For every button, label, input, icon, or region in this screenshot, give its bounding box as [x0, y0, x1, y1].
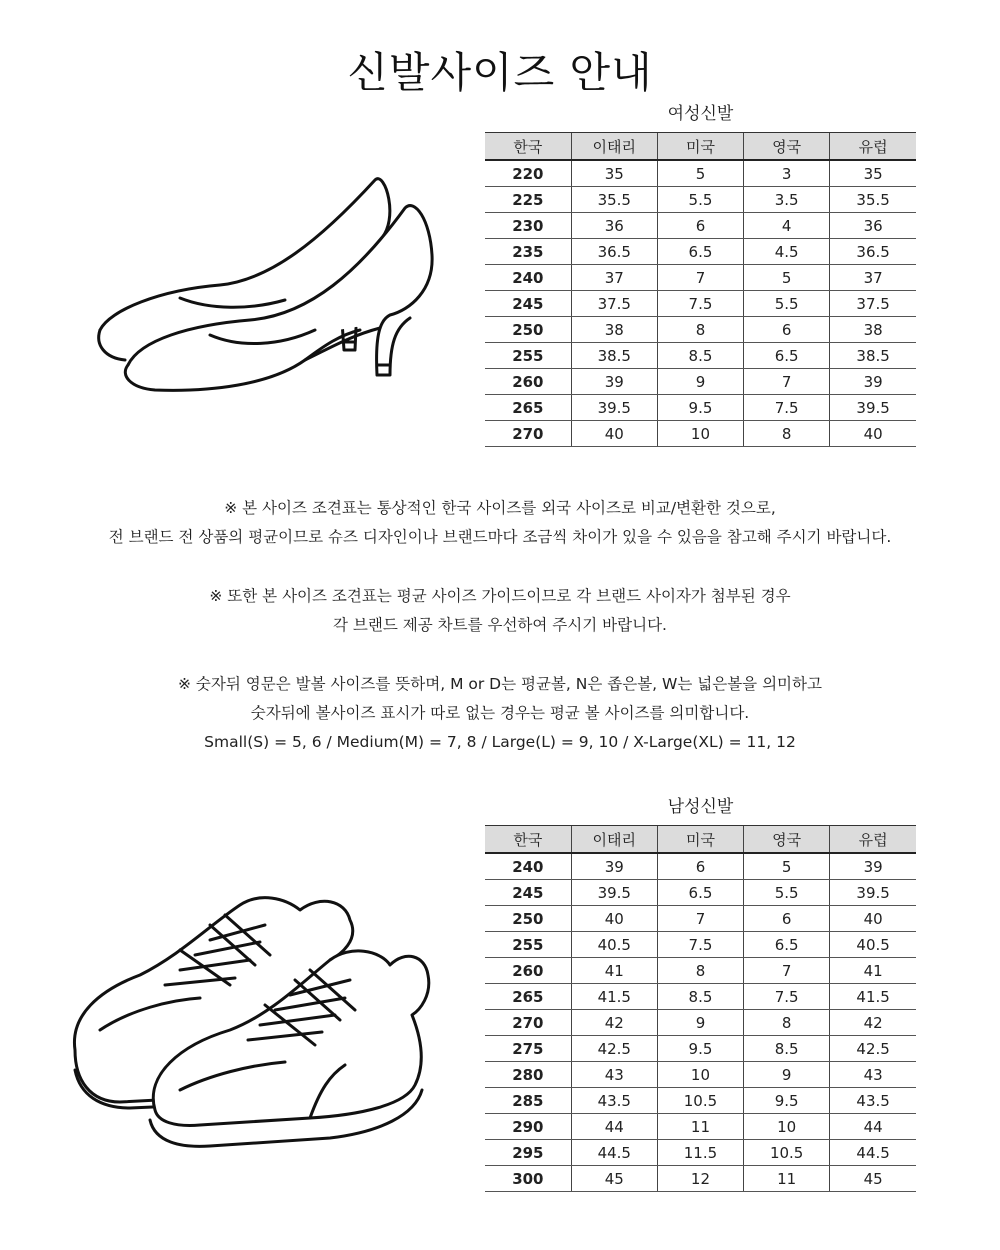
size-cell: 7.5	[657, 932, 743, 958]
korean-size-cell: 280	[485, 1062, 571, 1088]
korean-size-cell: 295	[485, 1140, 571, 1166]
size-cell: 42.5	[830, 1036, 916, 1062]
header-korea: 한국	[485, 826, 571, 854]
size-cell: 6	[744, 317, 830, 343]
table-row	[485, 1010, 916, 1036]
table-row	[485, 984, 916, 1010]
size-cell: 39	[571, 853, 657, 880]
size-cell: 7.5	[744, 395, 830, 421]
table-row	[485, 239, 916, 265]
table-row	[485, 1088, 916, 1114]
size-cell: 8	[657, 958, 743, 984]
korean-size-cell: 265	[485, 395, 571, 421]
size-cell: 39	[830, 369, 916, 395]
table-row	[485, 160, 916, 187]
women-table-body	[485, 160, 916, 447]
size-cell: 36.5	[830, 239, 916, 265]
size-cell: 39	[830, 853, 916, 880]
size-cell: 41.5	[830, 984, 916, 1010]
table-row	[485, 880, 916, 906]
size-cell: 43.5	[571, 1088, 657, 1114]
size-cell: 10	[657, 421, 743, 447]
size-cell: 36	[571, 213, 657, 239]
size-cell: 10	[657, 1062, 743, 1088]
size-cell: 6.5	[657, 880, 743, 906]
table-row	[485, 369, 916, 395]
size-cell: 37	[830, 265, 916, 291]
size-cell: 39.5	[571, 880, 657, 906]
size-cell: 7.5	[744, 984, 830, 1010]
size-cell: 7	[657, 265, 743, 291]
size-cell: 5.5	[744, 291, 830, 317]
size-cell: 10.5	[657, 1088, 743, 1114]
size-cell: 11.5	[657, 1140, 743, 1166]
table-row	[485, 343, 916, 369]
size-cell: 4.5	[744, 239, 830, 265]
korean-size-cell: 285	[485, 1088, 571, 1114]
size-cell: 39.5	[571, 395, 657, 421]
size-cell: 6	[657, 213, 743, 239]
korean-size-cell: 265	[485, 984, 571, 1010]
korean-size-cell: 260	[485, 369, 571, 395]
size-cell: 38.5	[830, 343, 916, 369]
high-heel-pumps-icon	[80, 160, 450, 400]
size-cell: 8.5	[744, 1036, 830, 1062]
table-row	[485, 906, 916, 932]
size-cell: 7	[744, 958, 830, 984]
size-cell: 6.5	[744, 343, 830, 369]
size-cell: 8	[744, 421, 830, 447]
korean-size-cell: 220	[485, 160, 571, 187]
table-row	[485, 1036, 916, 1062]
size-cell: 9.5	[657, 1036, 743, 1062]
korean-size-cell: 230	[485, 213, 571, 239]
men-size-section	[485, 793, 916, 1192]
size-cell: 6.5	[657, 239, 743, 265]
size-cell: 42.5	[571, 1036, 657, 1062]
size-cell: 6.5	[744, 932, 830, 958]
korean-size-cell: 255	[485, 932, 571, 958]
page-title: 신발사이즈 안내	[347, 48, 653, 98]
women-table-caption: 여성신발	[667, 104, 734, 124]
table-row	[485, 421, 916, 447]
korean-size-cell: 270	[485, 1010, 571, 1036]
header-korea: 한국	[485, 133, 571, 161]
size-cell: 6	[657, 853, 743, 880]
size-cell: 3	[744, 160, 830, 187]
korean-size-cell: 255	[485, 343, 571, 369]
men-size-table	[485, 825, 916, 1192]
size-cell: 39	[571, 369, 657, 395]
size-cell: 5	[744, 265, 830, 291]
table-row	[485, 1062, 916, 1088]
size-cell: 45	[571, 1166, 657, 1192]
size-cell: 9.5	[657, 395, 743, 421]
note-text: ※ 본 사이즈 조견표는 통상적인 한국 사이즈를 외국 사이즈로 비교/변환한 것으로,	[224, 499, 776, 517]
size-cell: 3.5	[744, 187, 830, 213]
header-italy: 이태리	[571, 826, 657, 854]
size-cell: 44	[830, 1114, 916, 1140]
korean-size-cell: 275	[485, 1036, 571, 1062]
size-cell: 35	[830, 160, 916, 187]
size-cell: 36.5	[571, 239, 657, 265]
table-row	[485, 395, 916, 421]
korean-size-cell: 250	[485, 317, 571, 343]
table-header-row	[485, 133, 916, 161]
size-cell: 43	[830, 1062, 916, 1088]
table-row	[485, 213, 916, 239]
korean-size-cell: 260	[485, 958, 571, 984]
table-row	[485, 1166, 916, 1192]
size-cell: 40	[571, 906, 657, 932]
table-row	[485, 317, 916, 343]
size-cell: 9	[744, 1062, 830, 1088]
size-cell: 7	[744, 369, 830, 395]
size-cell: 36	[830, 213, 916, 239]
size-cell: 37.5	[830, 291, 916, 317]
size-cell: 35	[571, 160, 657, 187]
size-cell: 5	[744, 853, 830, 880]
header-uk: 영국	[744, 826, 830, 854]
korean-size-cell: 240	[485, 265, 571, 291]
women-size-table	[485, 132, 916, 447]
size-cell: 44.5	[571, 1140, 657, 1166]
header-europe: 유럽	[830, 133, 916, 161]
table-row	[485, 932, 916, 958]
korean-size-cell: 240	[485, 853, 571, 880]
size-cell: 40	[830, 906, 916, 932]
size-cell: 39.5	[830, 395, 916, 421]
note-text: 각 브랜드 제공 차트를 우선하여 주시기 바랍니다.	[333, 616, 667, 634]
size-cell: 5.5	[657, 187, 743, 213]
size-cell: 8.5	[657, 984, 743, 1010]
size-cell: 10	[744, 1114, 830, 1140]
size-cell: 5.5	[744, 880, 830, 906]
note-text: 숫자뒤에 볼사이즈 표시가 따로 없는 경우는 평균 볼 사이즈를 의미합니다.	[250, 704, 750, 722]
size-cell: 40.5	[830, 932, 916, 958]
size-cell: 7	[657, 906, 743, 932]
women-size-section	[485, 100, 916, 447]
size-cell: 37.5	[571, 291, 657, 317]
note-text: ※ 숫자뒤 영문은 발볼 사이즈를 뜻하며, M or D는 평균볼, N은 좁은볼, W는 넓은볼을 의미하고	[178, 675, 822, 693]
men-table-caption: 남성신발	[667, 797, 734, 817]
size-cell: 35.5	[571, 187, 657, 213]
size-cell: 6	[744, 906, 830, 932]
size-cell: 35.5	[830, 187, 916, 213]
size-cell: 42	[571, 1010, 657, 1036]
korean-size-cell: 290	[485, 1114, 571, 1140]
size-cell: 40	[571, 421, 657, 447]
size-cell: 38	[571, 317, 657, 343]
size-cell: 43	[571, 1062, 657, 1088]
size-cell: 41	[830, 958, 916, 984]
size-cell: 43.5	[830, 1088, 916, 1114]
note-text: ※ 또한 본 사이즈 조견표는 평균 사이즈 가이드이므로 각 브랜드 사이자가 첨부된 경우	[209, 587, 791, 605]
size-cell: 39.5	[830, 880, 916, 906]
table-row	[485, 853, 916, 880]
table-row	[485, 187, 916, 213]
korean-size-cell: 245	[485, 291, 571, 317]
table-row	[485, 958, 916, 984]
size-notes	[0, 494, 1000, 757]
size-cell: 40.5	[571, 932, 657, 958]
size-cell: 40	[830, 421, 916, 447]
table-row	[485, 265, 916, 291]
note-text: 전 브랜드 전 상품의 평균이므로 슈즈 디자인이나 브랜드마다 조금씩 차이가 있을 수 있음을 참고해 주시기 바랍니다.	[108, 528, 892, 546]
size-cell: 9.5	[744, 1088, 830, 1114]
size-cell: 9	[657, 1010, 743, 1036]
table-row	[485, 1114, 916, 1140]
size-cell: 38.5	[571, 343, 657, 369]
size-cell: 44	[571, 1114, 657, 1140]
size-cell: 5	[657, 160, 743, 187]
size-cell: 41	[571, 958, 657, 984]
table-header-row	[485, 826, 916, 854]
note-text: Small(S) = 5, 6 / Medium(M) = 7, 8 / Large(L) = 9, 10 / X-Large(XL) = 11, 12	[204, 733, 796, 751]
header-uk: 영국	[744, 133, 830, 161]
table-row	[485, 1140, 916, 1166]
korean-size-cell: 270	[485, 421, 571, 447]
size-cell: 7.5	[657, 291, 743, 317]
size-cell: 37	[571, 265, 657, 291]
size-cell: 8.5	[657, 343, 743, 369]
size-cell: 11	[657, 1114, 743, 1140]
header-usa: 미국	[657, 133, 743, 161]
size-cell: 10.5	[744, 1140, 830, 1166]
table-row	[485, 291, 916, 317]
korean-size-cell: 250	[485, 906, 571, 932]
korean-size-cell: 235	[485, 239, 571, 265]
size-cell: 11	[744, 1166, 830, 1192]
korean-size-cell: 245	[485, 880, 571, 906]
size-cell: 8	[657, 317, 743, 343]
korean-size-cell: 225	[485, 187, 571, 213]
sneakers-icon	[60, 880, 440, 1150]
header-europe: 유럽	[830, 826, 916, 854]
size-cell: 12	[657, 1166, 743, 1192]
men-table-body	[485, 853, 916, 1192]
size-cell: 41.5	[571, 984, 657, 1010]
size-cell: 38	[830, 317, 916, 343]
size-cell: 42	[830, 1010, 916, 1036]
size-cell: 9	[657, 369, 743, 395]
size-cell: 44.5	[830, 1140, 916, 1166]
header-italy: 이태리	[571, 133, 657, 161]
size-cell: 45	[830, 1166, 916, 1192]
size-cell: 8	[744, 1010, 830, 1036]
size-cell: 4	[744, 213, 830, 239]
header-usa: 미국	[657, 826, 743, 854]
korean-size-cell: 300	[485, 1166, 571, 1192]
